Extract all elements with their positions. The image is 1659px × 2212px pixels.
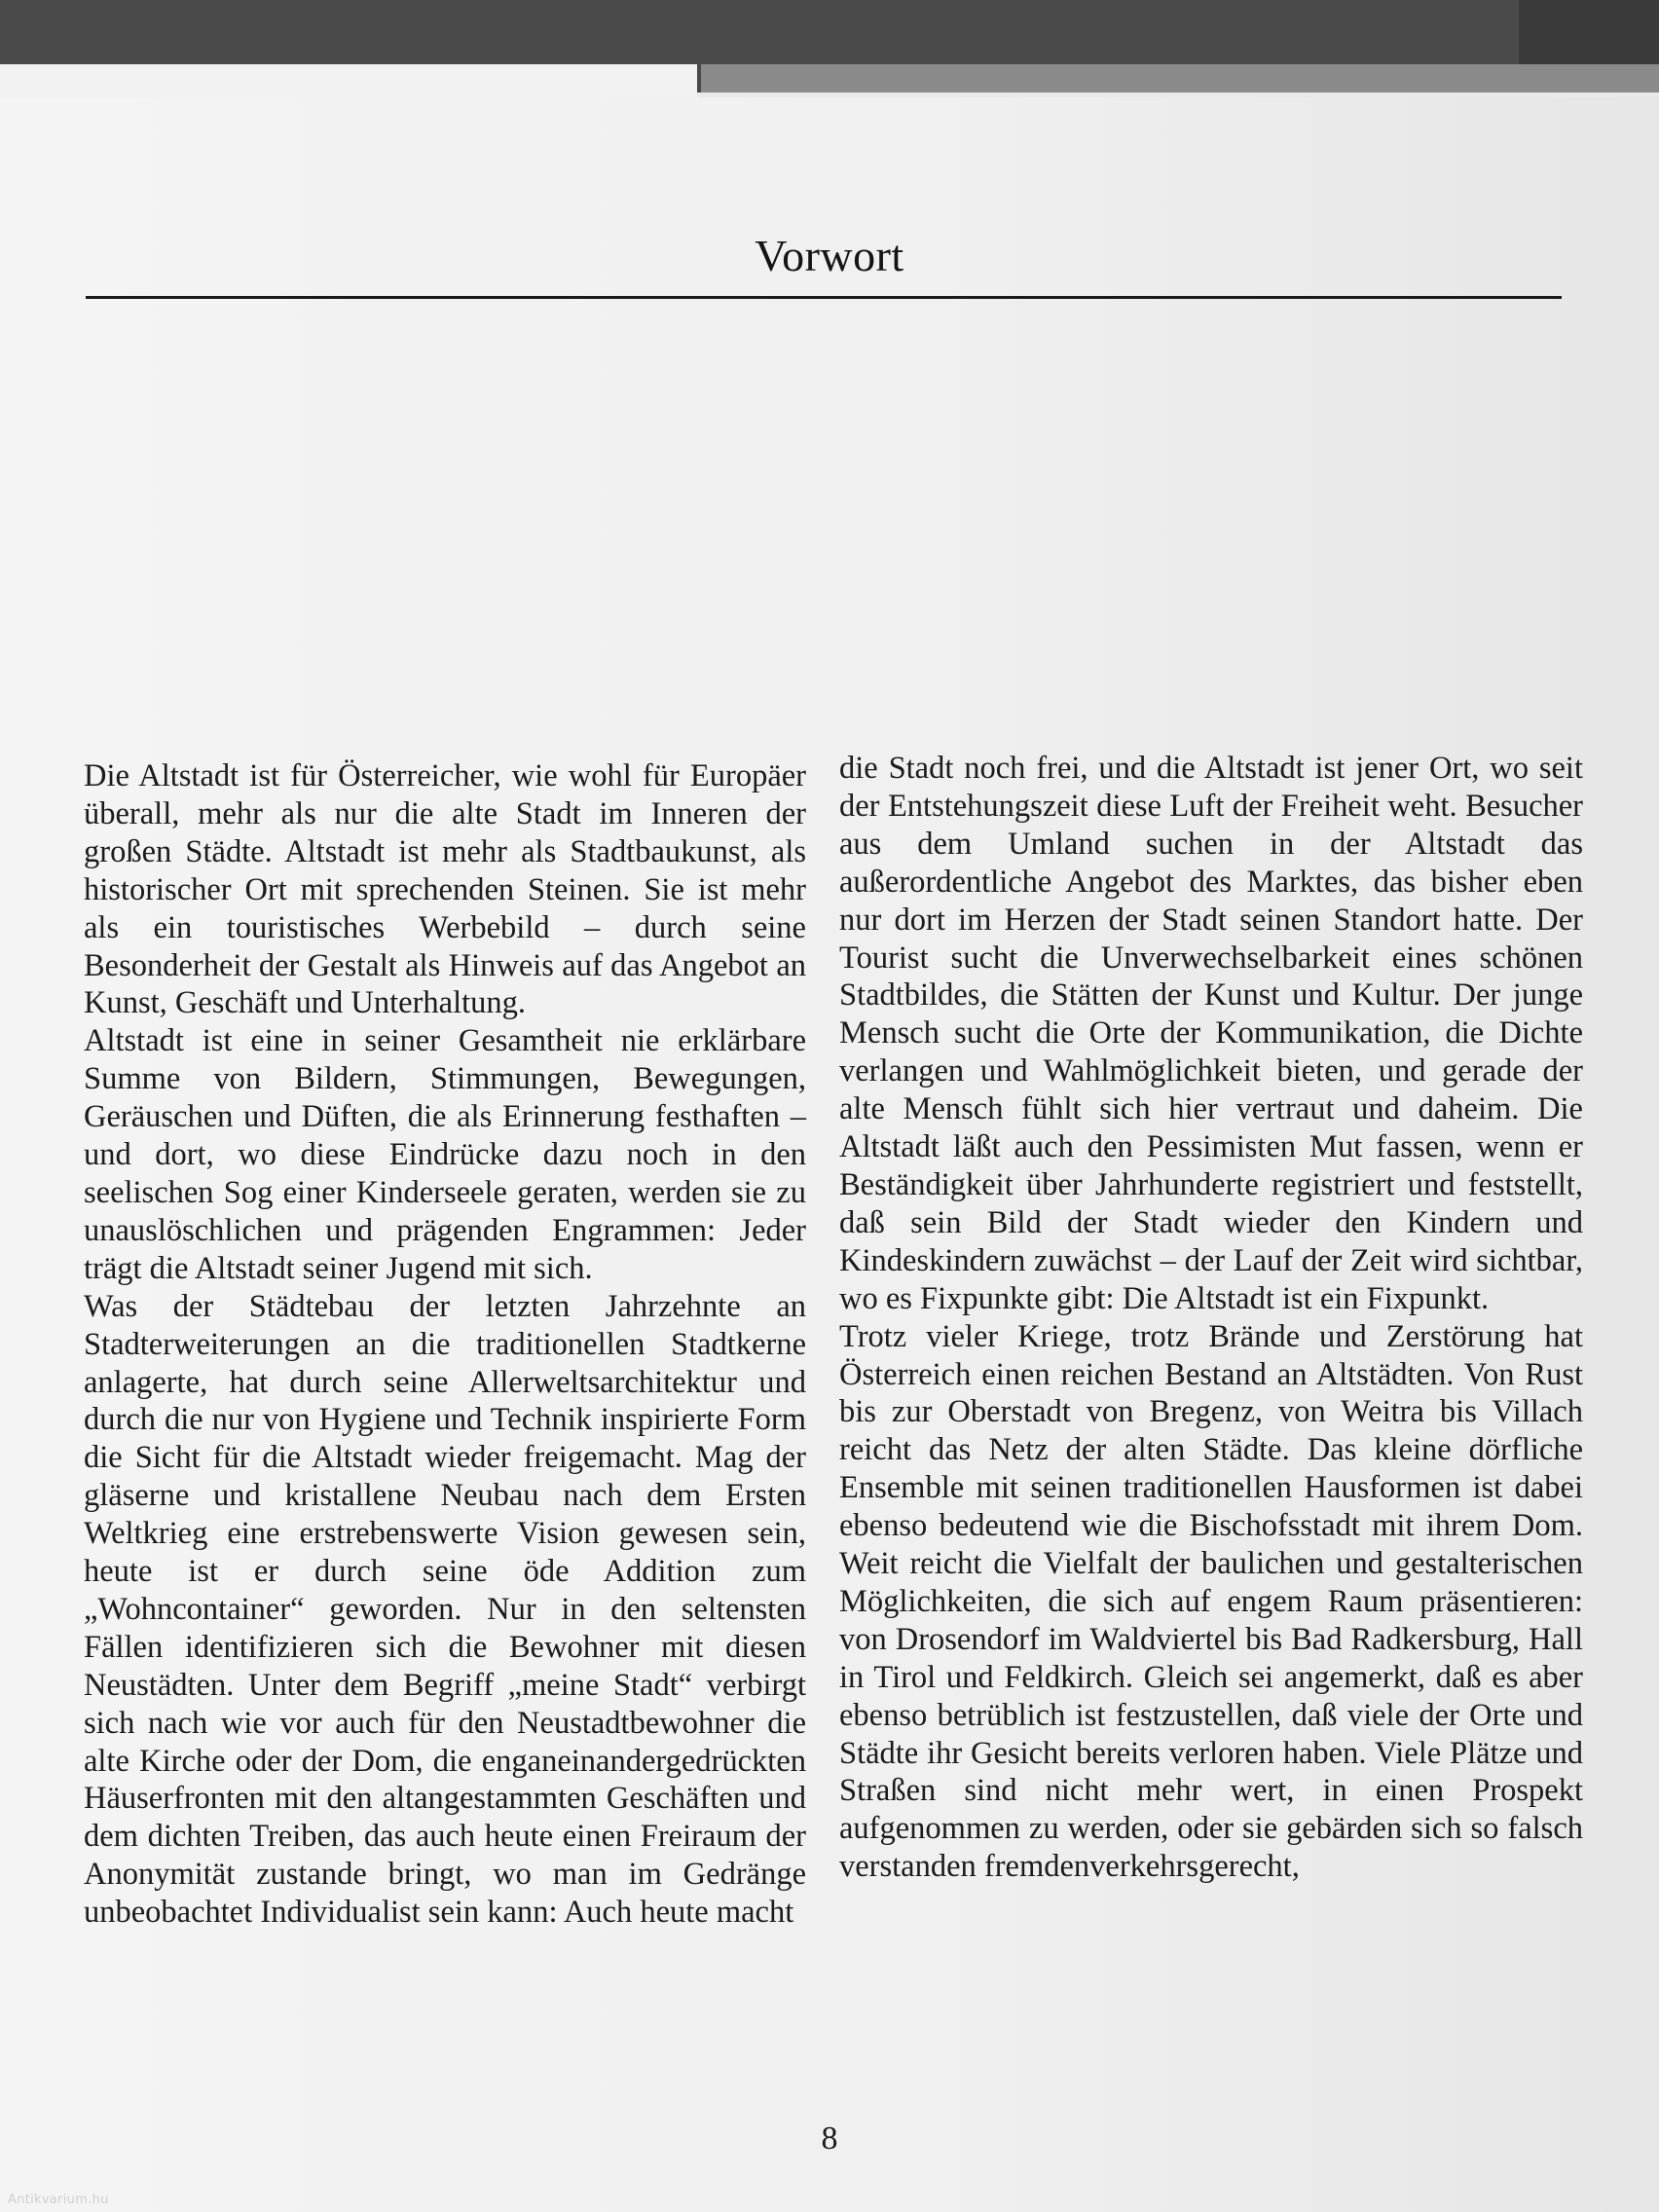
title-rule <box>86 296 1562 299</box>
paragraph: Die Altstadt ist für Österreicher, wie wohl für Europäer überall, mehr als nur die alte Stadt im Inneren der großen Städte. Altstadt ist mehr als Stadtbaukunst, als historischer Ort mit sprechenden Steinen. Sie ist mehr als ein touristisches Werbebild – durch seine Besonderheit der Gestalt als Hinweis auf das Angebot an Kunst, Geschäft und Unterhaltung. <box>84 758 806 1021</box>
left-text-column <box>84 757 806 1932</box>
paragraph: die Stadt noch frei, und die Altstadt ist jener Ort, wo seit der Entstehungszeit diese Luft der Freiheit weht. Besucher aus dem Umland suchen in der Altstadt das außerordentliche Angebot des Marktes, das bisher eben nur dort im Herzen der Stadt seinen Standort hatte. Der Tourist sucht die Unverwechselbarkeit eines schönen Stadtbildes, die Stätten der Kunst und Kultur. Der junge Mensch sucht die Orte der Kommunikation, die Dichte verlangen und Wahlmöglichkeit bieten, und gerade der alte Mensch fühlt sich hier vertraut und daheim. Die Altstadt läßt auch den Pessimisten Mut fassen, wenn er Beständigkeit über Jahrhunderte registriert und feststellt, daß sein Bild der Stadt wieder den Kindern und Kindeskindern zuwächst – der Lauf der Zeit wird sichtbar, wo es Fixpunkte gibt: Die Altstadt ist ein Fixpunkt. <box>839 751 1583 1316</box>
paragraph: Was der Städtebau der letzten Jahrzehnte an Stadterweiterungen an die traditionellen Stadtkerne anlagerte, hat durch seine Allerweltsarchitektur und durch die nur von Hygiene und Technik inspirierte Form die Sicht für die Altstadt wieder freigemacht. Mag der gläserne und kristallene Neubau nach dem Ersten Weltkrieg eine erstrebenswerte Vision gewesen sein, heute ist er durch seine öde Addition zum „Wohncontainer“ geworden. Nur in den seltensten Fällen identifizieren sich die Bewohner mit diesen Neustädten. Unter dem Begriff „meine Stadt“ verbirgt sich nach wie vor auch für den Neustadtbewohner die alte Kirche oder der Dom, die enganeinandergedrückten Häuserfronten mit den altangestammten Geschäften und dem dichten Treiben, das auch heute einen Freiraum der Anonymität zustande bringt, wo man im Gedränge unbeobachtet Individualist sein kann: Auch heute macht <box>84 1288 806 1931</box>
watermark-text: Antikvarium.hu <box>8 2193 109 2207</box>
right-text-column <box>839 750 1583 1886</box>
page-number: 8 <box>821 2120 838 2157</box>
paragraph: Altstadt ist eine in seiner Gesamtheit nie erklärbare Summe von Bildern, Stimmungen, Bewegungen, Geräuschen und Düften, die als Erinnerung festhaften – und dort, wo diese Eindrücke dazu noch in den seelischen Sog einer Kinderseele geraten, werden sie zu unauslöschlichen und prägenden Engrammen: Jeder trägt die Altstadt seiner Jugend mit sich. <box>84 1023 806 1286</box>
page-title: Vorwort <box>755 231 904 280</box>
paragraph: Trotz vieler Kriege, trotz Brände und Zerstörung hat Österreich einen reichen Bestand an Altstädten. Von Rust bis zur Oberstadt von Bregenz, von Weitra bis Villach reicht das Netz der alten Städte. Das kleine dörfliche Ensemble mit seinen traditionellen Hausformen ist dabei ebenso bedeutend wie die Bischofsstadt mit ihrem Dom. Weit reicht die Vielfalt der baulichen und gestalterischen Möglichkeiten, die sich auf engem Raum präsentieren: von Drosendorf im Waldviertel bis Bad Radkersburg, Hall in Tirol und Feldkirch. Gleich sei angemerkt, daß es aber ebenso betrüblich ist festzustellen, daß viele der Orte und Städte ihr Gesicht bereits verloren haben. Viele Plätze und Straßen sind nicht mehr wert, in einen Prospekt aufgenommen zu werden, oder sie gebärden sich so falsch verstanden fremdenverkehrsgerecht, <box>839 1318 1583 1885</box>
